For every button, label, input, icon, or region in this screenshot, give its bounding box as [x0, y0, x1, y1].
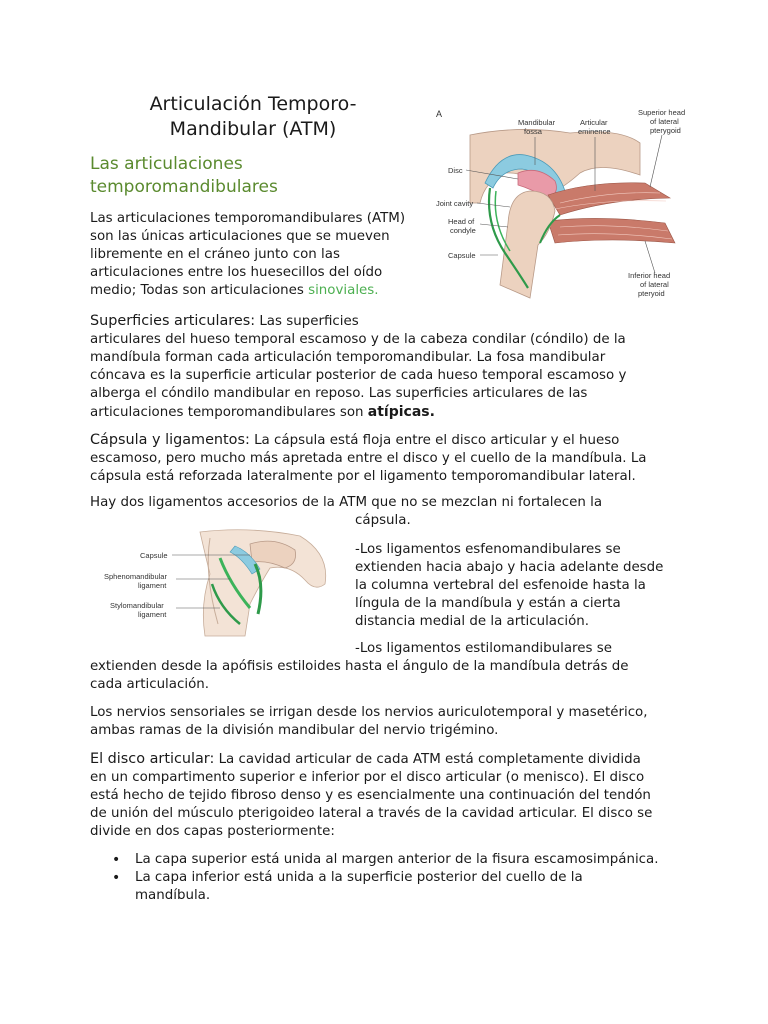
intro-text: medio; Todas son articulaciones: [90, 283, 309, 298]
disco-line: divide en dos capas posteriormente:: [90, 824, 335, 839]
superficies-text: Las superficies: [255, 314, 359, 329]
list-item: [90, 851, 710, 869]
disco-line: está hecho de tejido fibroso denso y es esencialmente una continuación del tendón: [90, 788, 651, 803]
atipicas-term: atípicas.: [367, 404, 435, 420]
superficies-lead: Superficies articulares:: [90, 313, 256, 329]
esfeno-line: distancia medial de la articulación.: [355, 614, 590, 629]
label-articular-eminence: Articular eminence: [578, 118, 611, 136]
nervios-line: Los nervios sensoriales se irrigan desde los nervios auriculotemporal y masetérico,: [90, 705, 648, 720]
heading-line-2: temporomandibulares: [90, 177, 278, 197]
label-joint-cavity: Joint cavity: [436, 199, 474, 208]
bullet-text: La capa inferior está unida a la superficie posterior del cuello de la: [135, 870, 583, 885]
bullet-icon: •: [112, 852, 121, 868]
estilo-line: cada articulación.: [90, 677, 210, 692]
disco-paragraph: [90, 750, 690, 841]
esfeno-paragraph: [355, 541, 695, 631]
superficies-line: articulares del hueso temporal escamoso y de la cabeza condilar (cóndilo) de la: [90, 332, 626, 347]
label-mandibular-fossa: Mandibular fossa: [518, 118, 556, 136]
esfeno-line: língula de la mandíbula y están a cierta: [355, 596, 621, 611]
disco-lead: El disco articular:: [90, 751, 215, 767]
intro-line: articulaciones entre los huesecillos del oído: [90, 265, 383, 280]
estilo-line: extienden desde la apófisis estiloides hasta el ángulo de la mandíbula detrás de: [90, 659, 629, 674]
label-stylomandibular: Stylomandibular ligament: [110, 601, 167, 619]
esfeno-line: extienden hacia abajo y hacia adelante desde: [355, 560, 664, 575]
superficies-line: mandíbula forman cada articulación temporomandibular. La fosa mandibular: [90, 350, 606, 365]
label-disc: Disc: [448, 166, 463, 175]
label-head-of-condyle: Head of condyle: [448, 217, 476, 235]
bullet-text: La capa superior está unida al margen anterior de la fisura escamosimpánica.: [135, 852, 659, 867]
intro-line: son las únicas articulaciones que se mueven: [90, 229, 390, 244]
bullet-list: [90, 851, 710, 905]
bullet-icon: •: [112, 870, 121, 886]
intro-line-last: [90, 282, 420, 300]
tmj-section-diagram: [430, 103, 696, 303]
accesorios-line-2: cápsula.: [355, 513, 411, 528]
esfeno-line: -Los ligamentos esfenomandibulares se: [355, 542, 621, 557]
ligaments-diagram: [100, 524, 340, 638]
superficies-text: articulaciones temporomandibulares son: [90, 405, 368, 420]
esfeno-line: la columna vertebral del esfenoide hasta la: [355, 578, 646, 593]
capsula-text: La cápsula está floja entre el disco articular y el hueso: [249, 433, 620, 448]
superficies-line: alberga el cóndilo mandibular en reposo. Las superficies articulares de las: [90, 386, 588, 401]
label-inferior-head: Inferior head of lateral pteryoid: [628, 271, 671, 298]
label-capsule-b: Capsule: [140, 551, 168, 560]
capsula-line: cápsula está reforzada lateralmente por el ligamento temporomandibular lateral.: [90, 469, 636, 484]
superficies-paragraph: [90, 312, 680, 422]
title-line-2: Mandibular (ATM): [169, 118, 337, 140]
nervios-line: ambas ramas de la división mandibular del nervio trigémino.: [90, 723, 499, 738]
estilo-line-1: -Los ligamentos estilomandibulares se: [355, 641, 612, 656]
capsula-lead: Cápsula y ligamentos:: [90, 432, 250, 448]
estilo-paragraph: [90, 658, 680, 694]
disco-line: de unión del músculo pterigoideo lateral a través de la cavidad articular. El disco se: [90, 806, 653, 821]
heading-line-1: Las articulaciones: [90, 154, 243, 174]
capsula-line: escamoso, pero mucho más apretada entre el disco y el cuello de la mandíbula. La: [90, 451, 647, 466]
accesorios-line-1: Hay dos ligamentos accesorios de la ATM que no se mezclan ni fortalecen la: [90, 495, 603, 510]
disco-text: La cavidad articular de cada ATM está completamente dividida: [214, 752, 641, 767]
intro-line: libremente en el cráneo junto con las: [90, 247, 340, 262]
intro-paragraph: [90, 210, 420, 300]
document-title: [90, 92, 416, 142]
list-item: [90, 869, 710, 905]
label-sphenomandibular: Sphenomandibular ligament: [104, 572, 167, 590]
section-heading: [90, 153, 390, 199]
nervios-paragraph: [90, 704, 690, 740]
disco-line: en un compartimento superior e inferior por el disco articular (o menisco). El disco: [90, 770, 645, 785]
superficies-line: cóncava es la superficie articular posterior de cada hueso temporal escamoso y: [90, 368, 627, 383]
figure-letter: A: [436, 109, 443, 119]
bullet-text: mandíbula.: [135, 888, 211, 903]
label-superior-head: Superior head of lateral pterygoid: [638, 108, 686, 135]
intro-line: Las articulaciones temporomandibulares (ATM): [90, 211, 406, 226]
capsula-paragraph: [90, 431, 680, 486]
title-line-1: Articulación Temporo-: [149, 93, 357, 115]
label-capsule: Capsule: [448, 251, 476, 260]
synovial-term: sinoviales.: [308, 283, 379, 298]
